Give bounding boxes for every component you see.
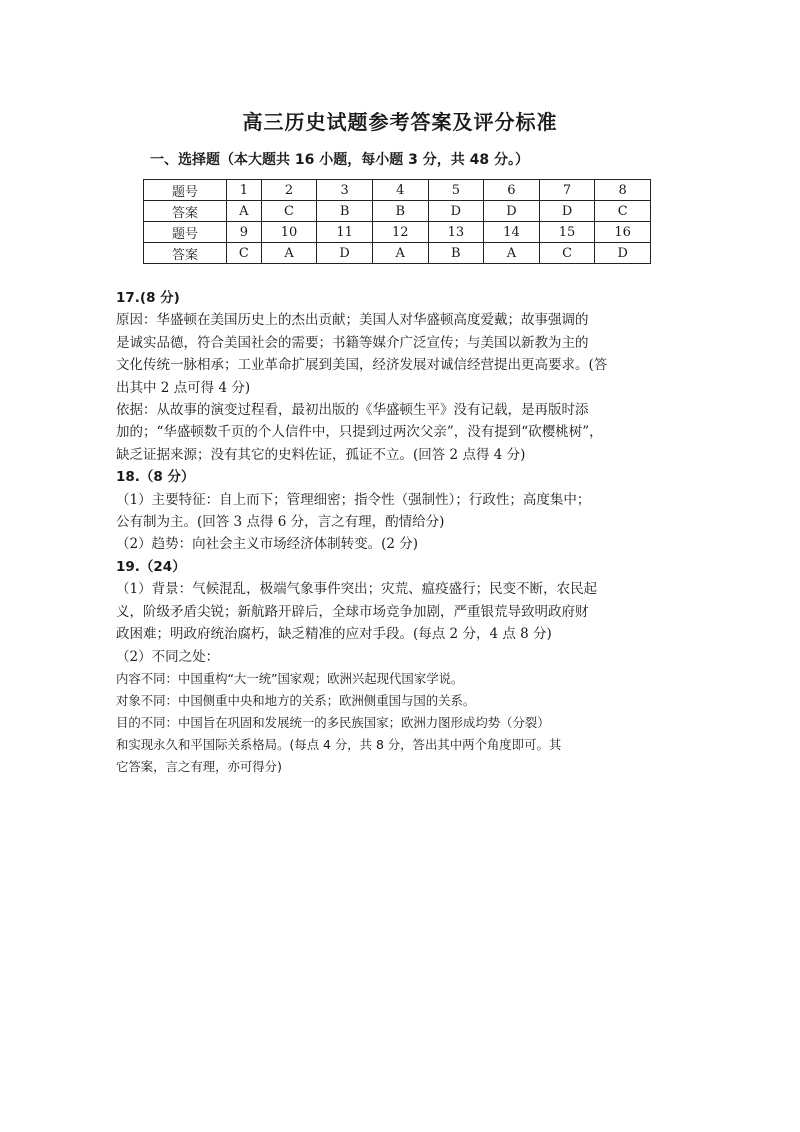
table-cell: 9 <box>227 222 262 243</box>
question-18-line: （1）主要特征：自上而下；管理细密；指令性（强制性）；行政性；高度集中； <box>116 491 591 508</box>
table-cell: D <box>317 243 373 264</box>
table-cell: C <box>595 201 651 222</box>
question-17-line: 依据：从故事的演变过程看，最初出版的《华盛顿生平》没有记载，是再版时添 <box>116 402 589 419</box>
question-17-line: 原因：华盛顿在美国历史上的杰出贡献；美国人对华盛顿高度爱戴；故事强调的 <box>116 312 589 329</box>
table-cell: D <box>428 201 484 222</box>
table-cell: 3 <box>317 180 373 201</box>
question-18-header: 18.（8 分） <box>116 469 195 486</box>
table-cell: A <box>227 201 262 222</box>
table-cell: C <box>227 243 262 264</box>
section-heading-multiple-choice: 一、选择题（本大题共 16 小题，每小题 3 分，共 48 分。） <box>150 152 529 168</box>
table-cell: D <box>539 201 595 222</box>
table-cell: 13 <box>428 222 484 243</box>
table-cell: C <box>539 243 595 264</box>
table-row-numbers-2 <box>144 222 651 243</box>
question-19-detail-line: 内容不同：中国重构“大一统”国家观；欧洲兴起现代国家学说。 <box>116 670 464 686</box>
question-17-line: 加的；“华盛顿数千页的个人信件中，只提到过两次父亲”，没有提到“砍樱桃树”， <box>116 424 603 441</box>
table-cell: 4 <box>372 180 428 201</box>
table-cell: B <box>428 243 484 264</box>
table-row-answers-2 <box>144 243 651 264</box>
table-cell: D <box>484 201 540 222</box>
question-19-line: 政困难；明政府统治腐朽，缺乏精准的应对手段。(每点 2 分，4 点 8 分) <box>116 626 552 643</box>
table-cell: 2 <box>261 180 317 201</box>
question-17-line: 文化传统一脉相承；工业革命扩展到美国，经济发展对诚信经营提出更高要求。(答 <box>116 357 608 374</box>
question-19-detail-line: 目的不同：中国旨在巩固和发展统一的多民族国家；欧洲力图形成均势（分裂） <box>116 714 550 730</box>
table-cell: B <box>372 201 428 222</box>
table-row-numbers-1 <box>144 180 651 201</box>
table-cell: A <box>372 243 428 264</box>
table-cell: 15 <box>539 222 595 243</box>
question-19-header: 19.（24） <box>116 558 186 575</box>
table-cell: 8 <box>595 180 651 201</box>
question-19-detail-line: 对象不同：中国侧重中央和地方的关系；欧洲侧重国与国的关系。 <box>116 692 476 708</box>
question-17-line: 出其中 2 点可得 4 分) <box>116 379 251 396</box>
question-19-line: （2）不同之处： <box>116 648 220 665</box>
table-row-answers-1 <box>144 201 651 222</box>
table-cell: C <box>261 201 317 222</box>
question-18-line: 公有制为主。(回答 3 点得 6 分，言之有理，酌情给分) <box>116 514 445 531</box>
table-cell: 7 <box>539 180 595 201</box>
table-cell-label: 答案 <box>144 201 227 222</box>
table-cell: 12 <box>372 222 428 243</box>
question-17-line: 是诚实品德，符合美国社会的需要；书籍等媒介广泛宣传；与美国以新教为主的 <box>116 334 589 351</box>
table-cell: 16 <box>595 222 651 243</box>
table-cell-label: 题号 <box>144 180 227 201</box>
table-cell: 10 <box>261 222 317 243</box>
table-cell: 1 <box>227 180 262 201</box>
table-cell: A <box>484 243 540 264</box>
table-cell: 11 <box>317 222 373 243</box>
question-19-line: （1）背景：气候混乱，极端气象事件突出；灾荒、瘟疫盛行；民变不断，农民起 <box>116 581 598 598</box>
answer-table <box>143 179 651 264</box>
table-cell-label: 题号 <box>144 222 227 243</box>
question-19-detail-line: 它答案，言之有理，亦可得分) <box>116 758 282 774</box>
table-cell: 6 <box>484 180 540 201</box>
question-18-line: （2）趋势：向社会主义市场经济体制转变。(2 分) <box>116 536 419 553</box>
question-17-line: 缺乏证据来源；没有其它的史料佐证，孤证不立。(回答 2 点得 4 分) <box>116 446 526 463</box>
page-title: 高三历史试题参考答案及评分标准 <box>242 110 558 134</box>
table-cell: 14 <box>484 222 540 243</box>
table-cell: B <box>317 201 373 222</box>
table-cell: D <box>595 243 651 264</box>
table-cell-label: 答案 <box>144 243 227 264</box>
question-19-line: 义，阶级矛盾尖锐；新航路开辟后，全球市场竞争加剧，严重银荒导致明政府财 <box>116 603 589 620</box>
question-19-detail-line: 和实现永久和平国际关系格局。(每点 4 分，共 8 分，答出其中两个角度即可。其 <box>116 736 562 752</box>
answer-body <box>116 287 656 778</box>
question-17-header: 17.(8 分) <box>116 290 180 306</box>
table-cell: A <box>261 243 317 264</box>
table-cell: 5 <box>428 180 484 201</box>
